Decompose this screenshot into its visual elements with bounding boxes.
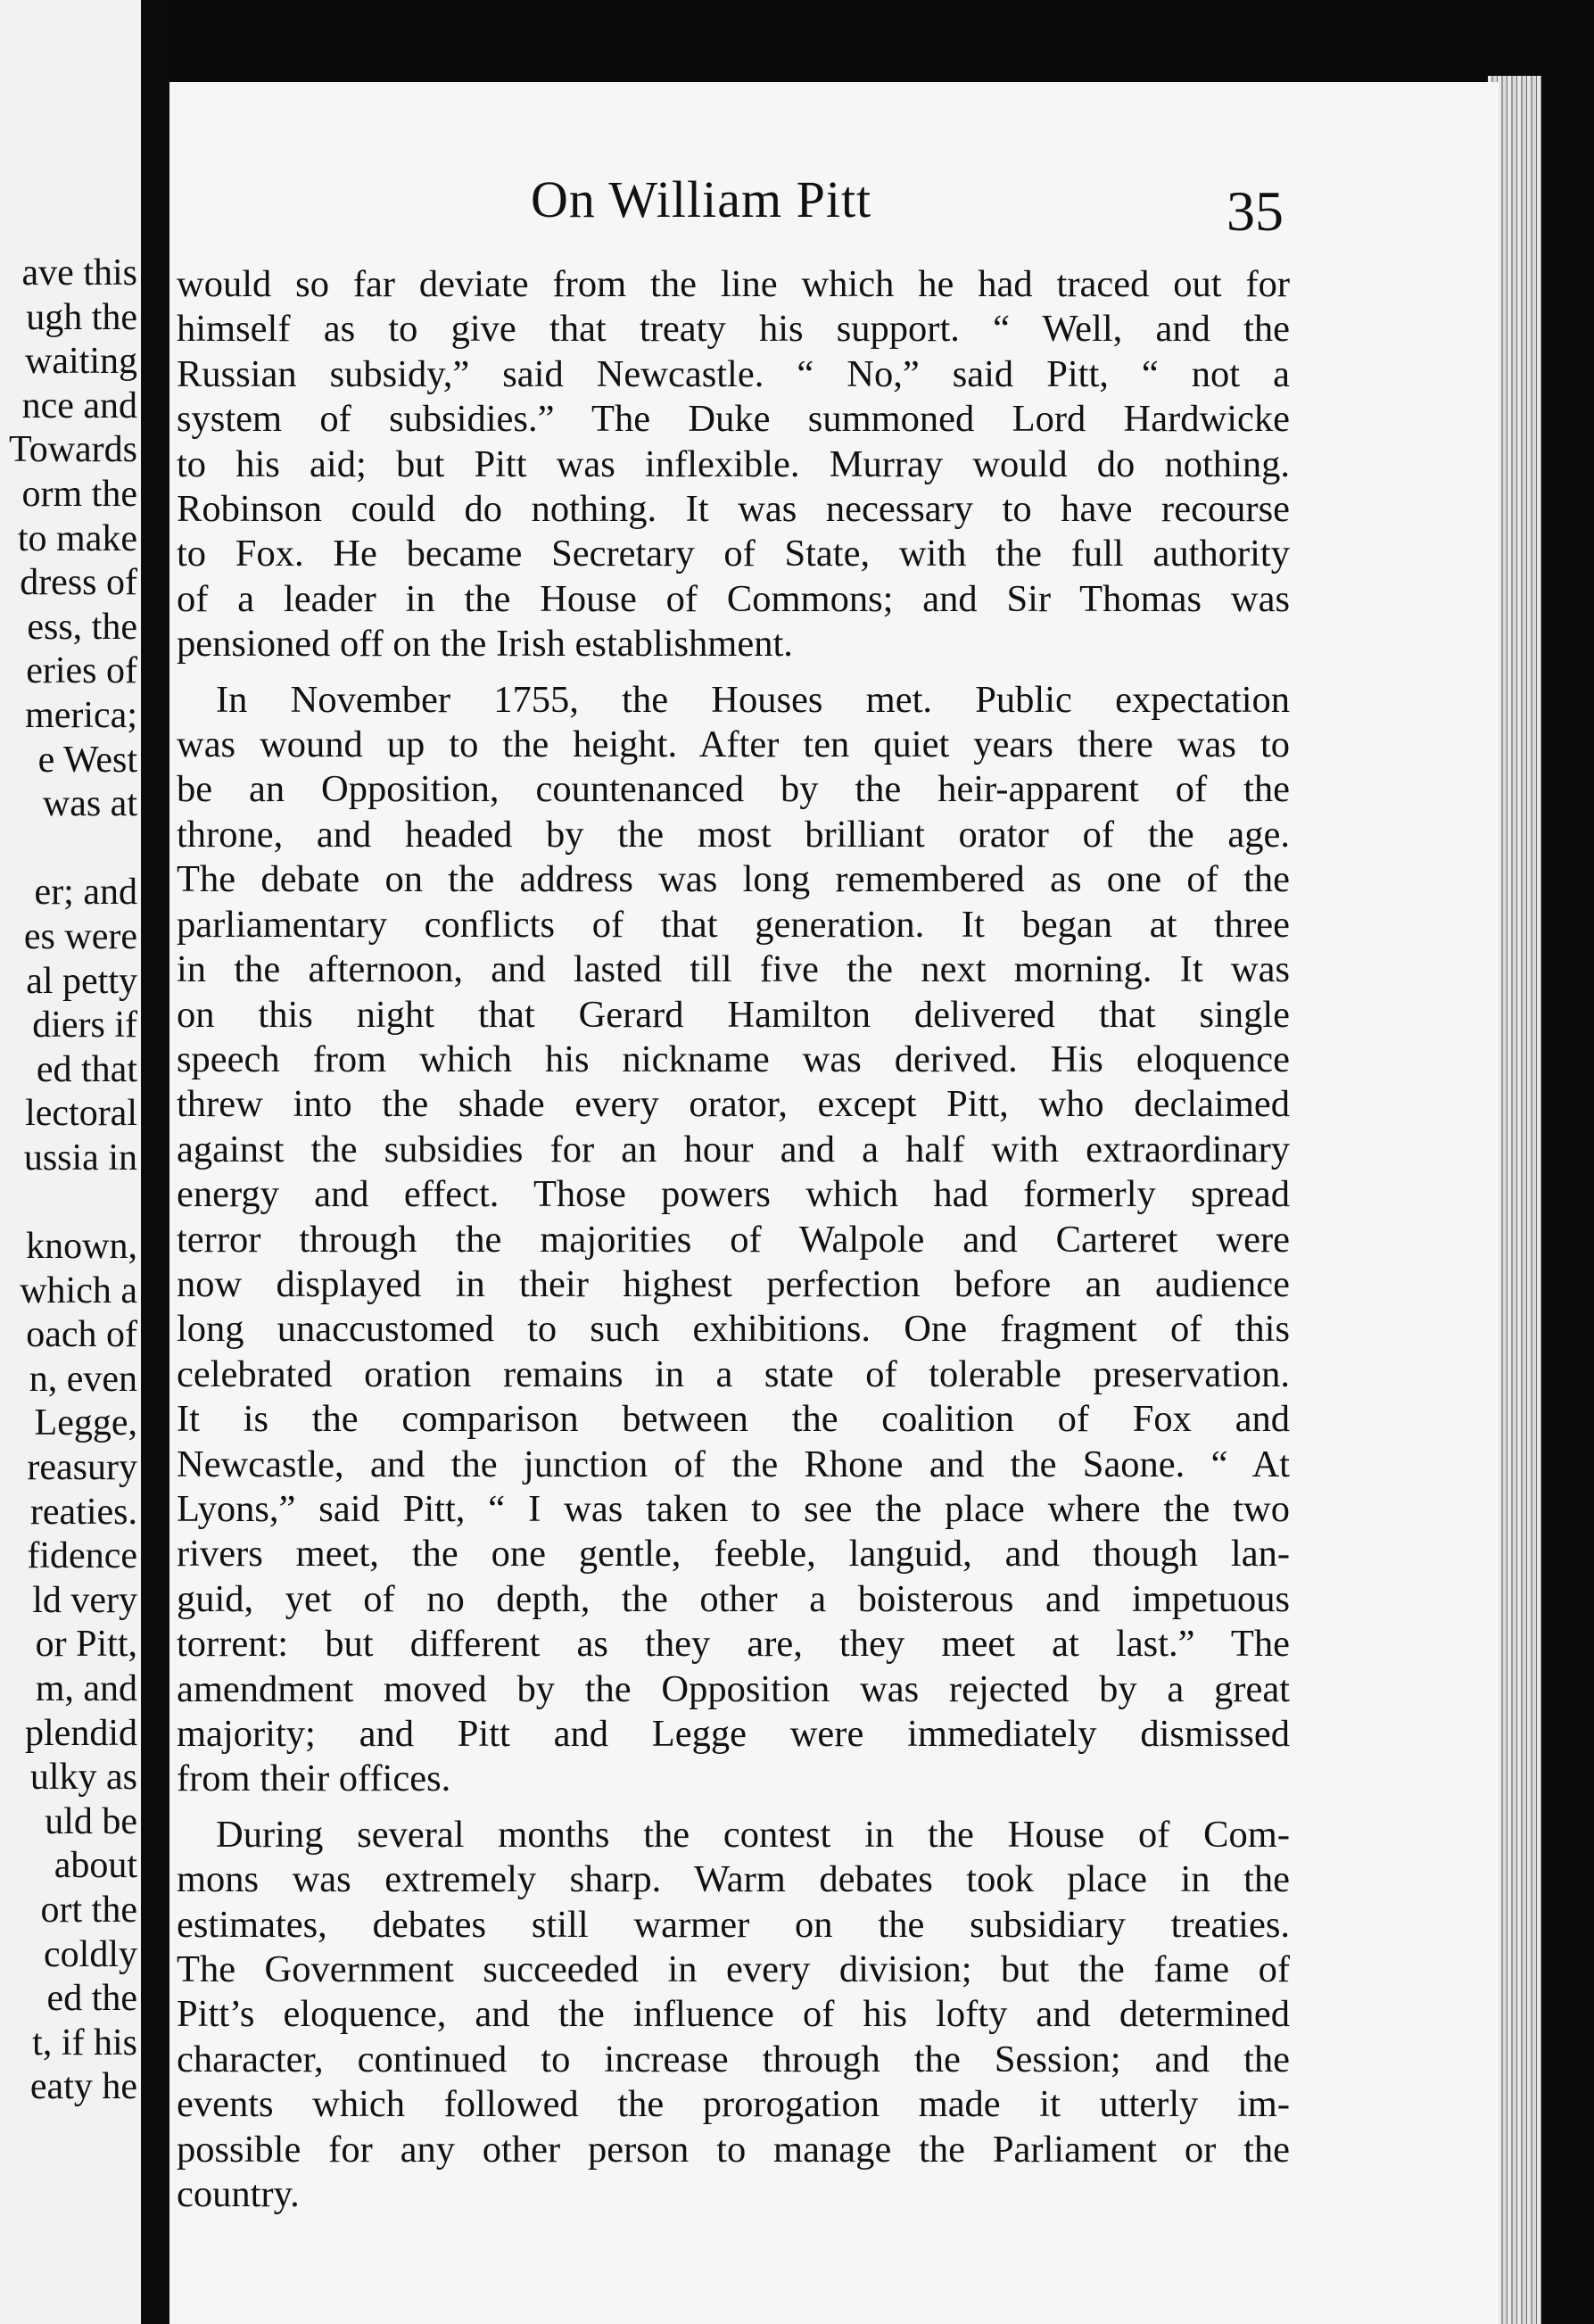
- text-line: to his aid; but Pitt was inflexible. Murray would do nothing.: [177, 442, 1290, 485]
- text-line: in the afternoon, and lasted till five the next morning. It was: [177, 948, 1290, 991]
- text-line: torrent: but different as they are, they meet at last.” The: [177, 1623, 1290, 1666]
- text-line: During several months the contest in the House of Com-: [216, 1813, 1290, 1856]
- facing-page-line: ugh the: [26, 296, 137, 338]
- paragraph: [177, 262, 1290, 667]
- text-line: Lyons,” said Pitt, “ I was taken to see the place where the two: [177, 1487, 1290, 1530]
- facing-page-line: ussia in: [23, 1137, 137, 1179]
- facing-page-line: [9, 1180, 137, 1225]
- facing-page-line: ulky as: [29, 1757, 137, 1799]
- text-line: estimates, debates still warmer on the subsidiary treaties.: [177, 1903, 1290, 1946]
- facing-page-line: fidence: [27, 1535, 137, 1577]
- text-line: speech from which his nickname was derived. His eloquence: [177, 1038, 1290, 1080]
- facing-page-line: was at: [42, 783, 137, 825]
- facing-page-line: known,: [26, 1226, 137, 1268]
- facing-page-line: eries of: [26, 650, 137, 692]
- text-line: now displayed in their highest perfection before an audience: [177, 1262, 1290, 1305]
- text-line: threw into the shade every orator, except Pitt, who declaimed: [177, 1083, 1290, 1126]
- text-line: pensioned off on the Irish establishment.: [177, 623, 793, 666]
- facing-page-line: er; and: [34, 872, 137, 914]
- facing-page-line: ed the: [46, 1978, 137, 2020]
- text-line: against the subsidies for an hour and a half with extraordinary: [177, 1128, 1290, 1170]
- running-title: On William Pitt: [531, 170, 872, 228]
- facing-page-line: reaties.: [29, 1491, 137, 1533]
- body-text: [177, 262, 1290, 2217]
- text-line: celebrated oration remains in a state of tolerable preservation.: [177, 1352, 1290, 1395]
- facing-page-line: plendid: [25, 1712, 137, 1754]
- facing-page-line: to make: [17, 517, 137, 559]
- text-line: terror through the majorities of Walpole and Carteret were: [177, 1218, 1290, 1261]
- facing-page-line: ed that: [36, 1048, 137, 1090]
- facing-page-line: ess, the: [27, 606, 137, 648]
- text-line: would so far deviate from the line which he had traced out for: [177, 263, 1290, 305]
- facing-page-line: ort the: [40, 1889, 137, 1931]
- text-line: In November 1755, the Houses met. Public expectation: [216, 678, 1290, 721]
- text-line: from their offices.: [177, 1757, 451, 1800]
- facing-page-line: eaty he: [29, 2066, 137, 2108]
- facing-page-line: al petty: [26, 960, 137, 1002]
- text-line: himself as to give that treaty his support. “ Well, and the: [177, 308, 1290, 351]
- facing-page-line: reasury: [27, 1447, 137, 1489]
- facing-page-line: es were: [23, 915, 137, 957]
- facing-page-text: [9, 252, 137, 2110]
- text-line: mons was extremely sharp. Warm debates took place in the: [177, 1858, 1290, 1901]
- text-line: The Government succeeded in every division; but the fame of: [177, 1948, 1290, 1991]
- page-number: 35: [1226, 179, 1284, 243]
- facing-page-line: or Pitt,: [35, 1624, 137, 1666]
- text-line: was wound up to the height. After ten quiet years there was to: [177, 724, 1290, 766]
- paragraph-gap: [177, 667, 1290, 678]
- facing-page-line: [9, 827, 137, 872]
- running-head: [169, 170, 1499, 241]
- text-line: character, continued to increase through the Session; and the: [177, 2038, 1290, 2080]
- text-line: rivers meet, the one gentle, feeble, languid, and though lan-: [177, 1533, 1290, 1576]
- facing-page-line: ld very: [32, 1579, 137, 1621]
- text-line: throne, and headed by the most brilliant orator of the age.: [177, 813, 1290, 856]
- facing-page-line: orm the: [21, 473, 137, 515]
- facing-page-line: ave this: [21, 252, 137, 294]
- text-line: majority; and Pitt and Legge were immediately dismissed: [177, 1713, 1290, 1755]
- facing-page-line: uld be: [45, 1800, 137, 1842]
- facing-page-line: diers if: [32, 1005, 137, 1046]
- facing-page-line: dress of: [20, 562, 137, 604]
- facing-page-line: oach of: [26, 1314, 137, 1356]
- text-line: Robinson could do nothing. It was necessary to have recourse: [177, 488, 1290, 531]
- facing-page-line: Legge,: [34, 1402, 137, 1444]
- text-line: on this night that Gerard Hamilton delivered that single: [177, 993, 1290, 1036]
- facing-page-line: e West: [37, 739, 137, 781]
- facing-page-line: n, even: [29, 1358, 137, 1400]
- paragraph: [177, 1813, 1290, 2218]
- text-line: It is the comparison between the coalition of Fox and: [177, 1398, 1290, 1441]
- text-line: The debate on the address was long remembered as one of the: [177, 858, 1290, 901]
- text-line: amendment moved by the Opposition was rejected by a great: [177, 1667, 1290, 1710]
- facing-page-line: which a: [20, 1270, 137, 1311]
- text-line: possible for any other person to manage the Parliament or the: [177, 2128, 1290, 2171]
- facing-page-line: nce and: [21, 385, 137, 426]
- text-line: Russian subsidy,” said Newcastle. “ No,” said Pitt, “ not a: [177, 352, 1290, 395]
- facing-page-line: t, if his: [32, 2022, 137, 2063]
- text-line: long unaccustomed to such exhibitions. One fragment of this: [177, 1308, 1290, 1351]
- text-line: to Fox. He became Secretary of State, with the full authority: [177, 533, 1290, 575]
- facing-page-line: m, and: [35, 1668, 137, 1709]
- book-page: [169, 82, 1499, 2324]
- paragraph: [177, 678, 1290, 1802]
- text-line: parliamentary conflicts of that generation. It began at three: [177, 903, 1290, 946]
- facing-page-line: waiting: [25, 341, 137, 383]
- facing-page-line: coldly: [44, 1933, 137, 1975]
- facing-page-line: Towards: [8, 429, 137, 471]
- text-line: guid, yet of no depth, the other a boisterous and impetuous: [177, 1577, 1290, 1620]
- text-line: of a leader in the House of Commons; and Sir Thomas was: [177, 577, 1290, 620]
- facing-page-fragment: [0, 0, 141, 2324]
- facing-page-line: about: [54, 1845, 137, 1887]
- text-line: events which followed the prorogation made it utterly im-: [177, 2083, 1290, 2126]
- text-line: system of subsidies.” The Duke summoned Lord Hardwicke: [177, 398, 1290, 441]
- text-line: be an Opposition, countenanced by the heir-apparent of the: [177, 768, 1290, 811]
- book-gutter: [141, 0, 169, 2324]
- facing-page-line: lectoral: [25, 1093, 137, 1135]
- text-line: energy and effect. Those powers which had formerly spread: [177, 1173, 1290, 1216]
- paragraph-gap: [177, 1802, 1290, 1813]
- text-line: Newcastle, and the junction of the Rhone and the Saone. “ At: [177, 1443, 1290, 1485]
- facing-page-line: merica;: [25, 694, 137, 736]
- text-line: Pitt’s eloquence, and the influence of his lofty and determined: [177, 1993, 1290, 2036]
- text-line: country.: [177, 2173, 300, 2216]
